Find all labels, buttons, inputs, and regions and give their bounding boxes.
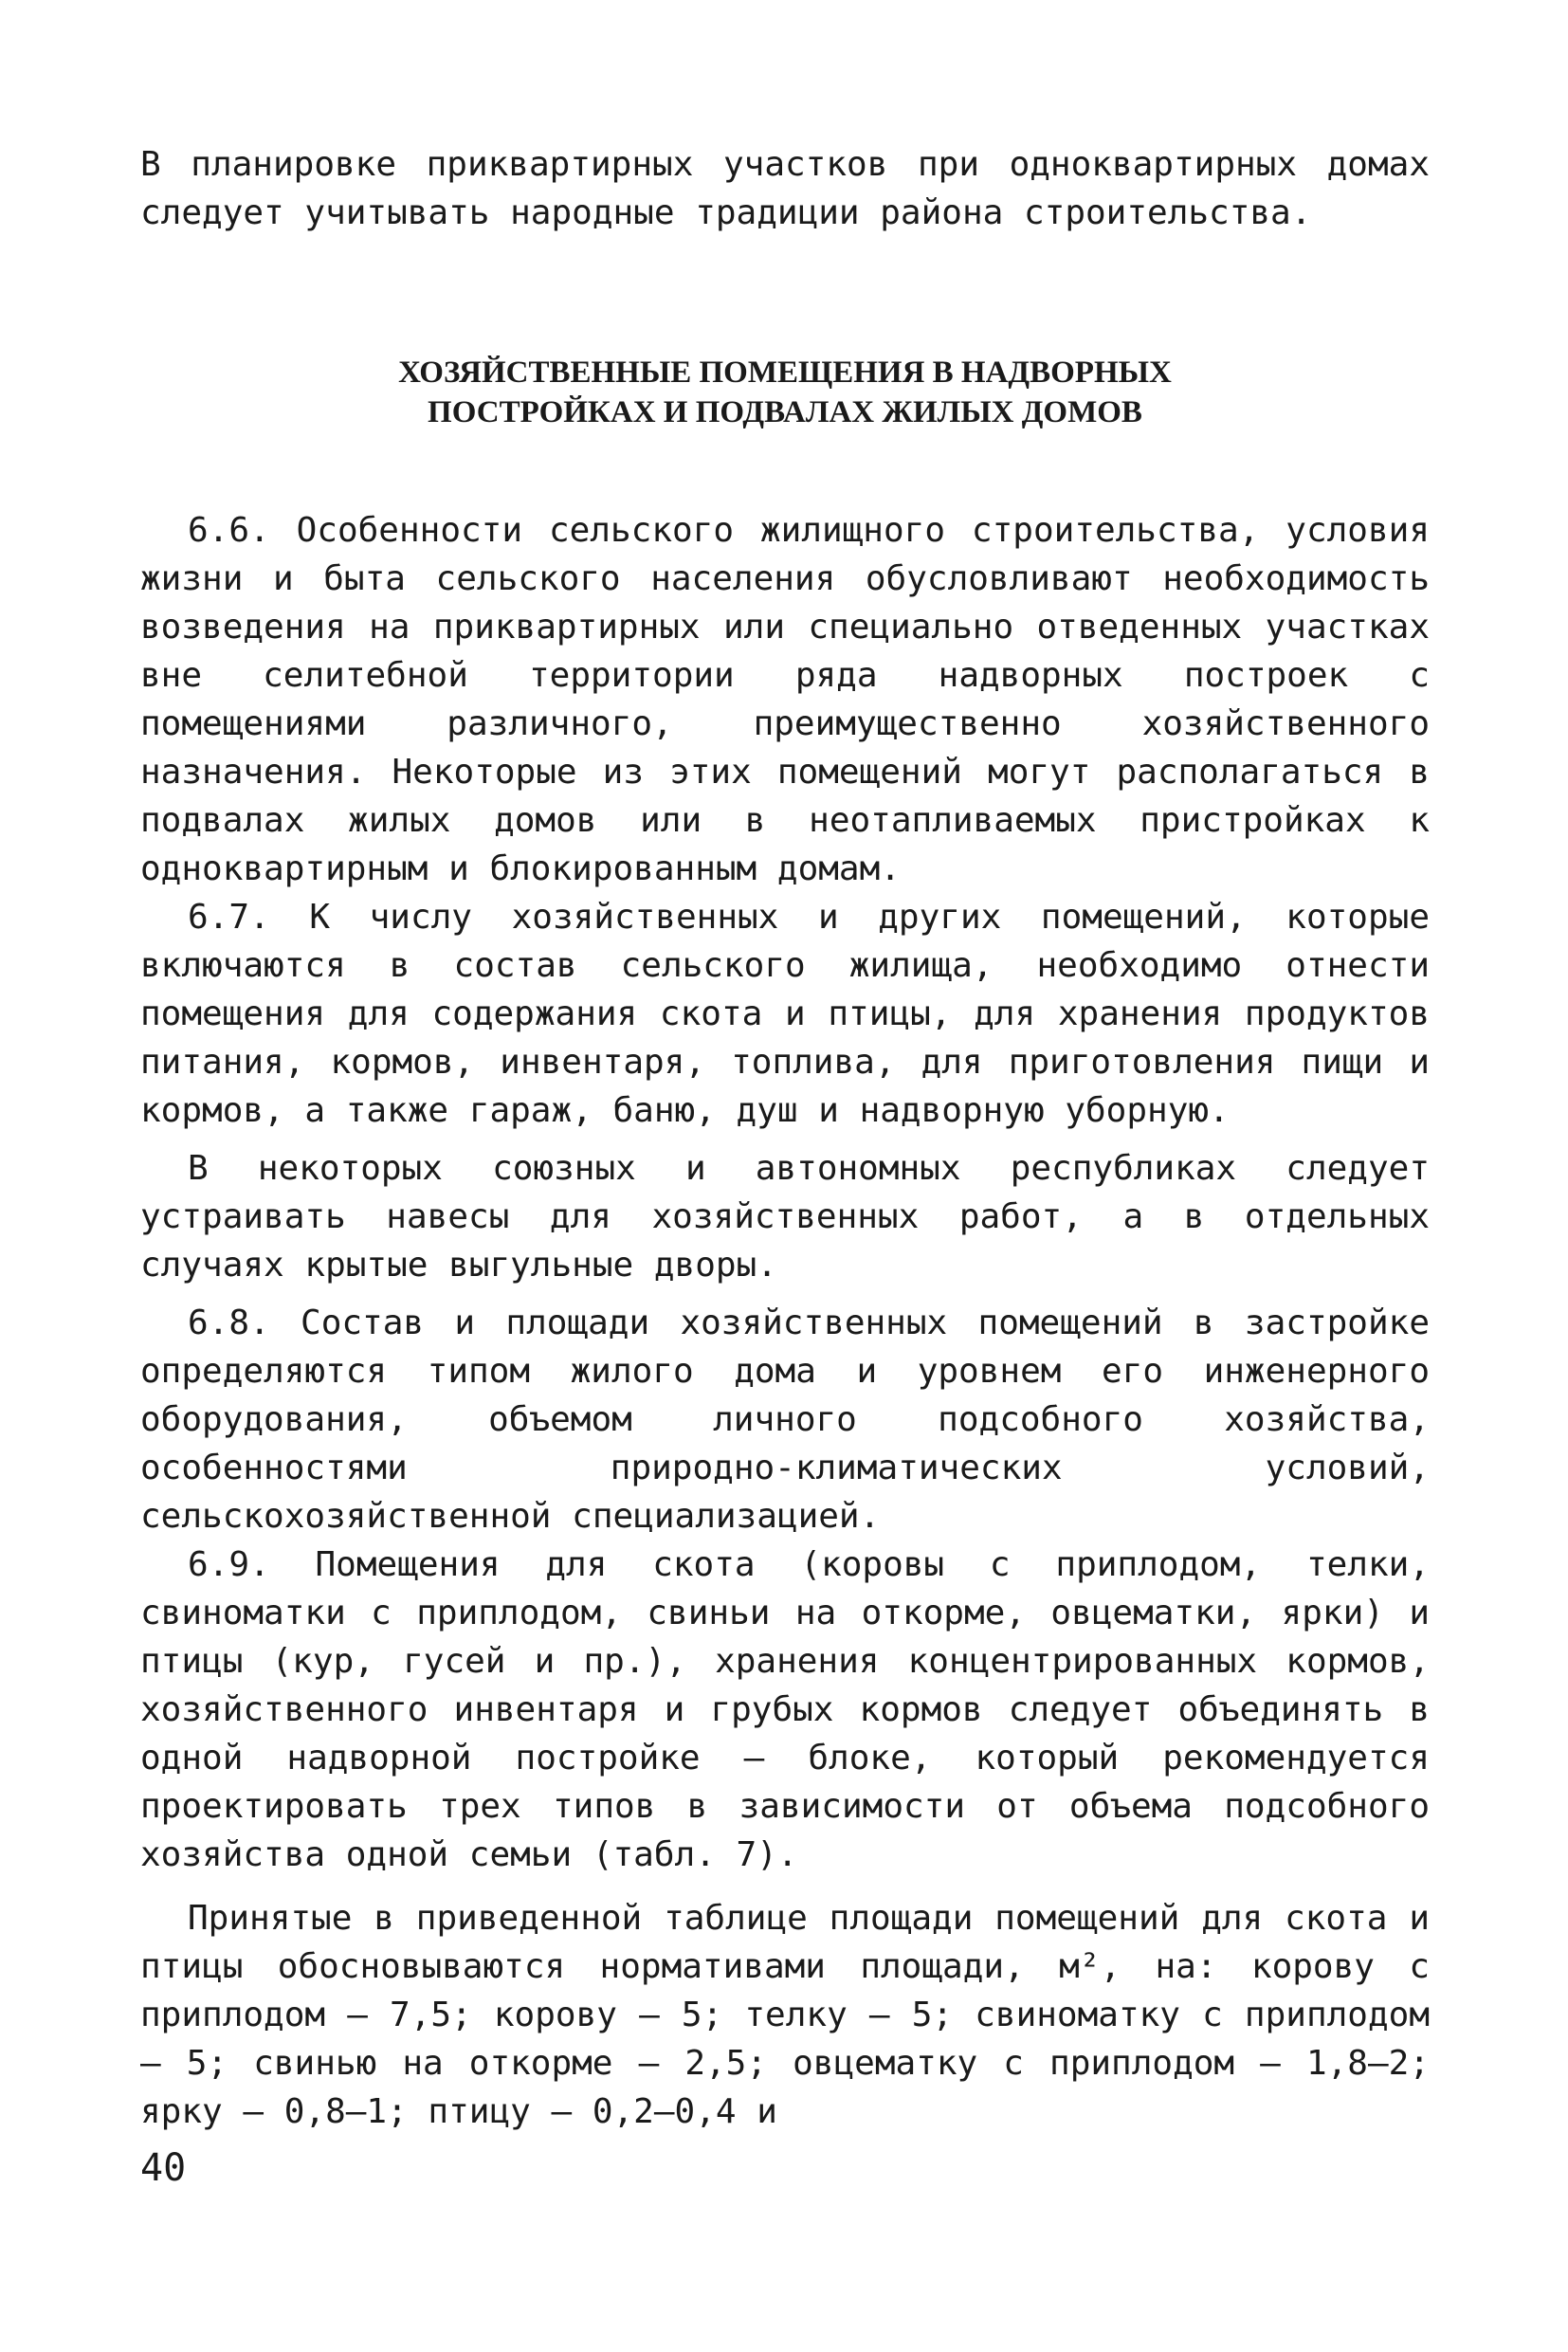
intro-paragraph: В планировке приквартирных участков при однoквартирных домах следует учитывать народные традиции района строительства. bbox=[140, 145, 1430, 232]
paragraph-6-8: 6.8. Состав и площади хозяйственных помещений в застройке определяются типом жилого дома и уровнем его инженерного оборудования, объемом личного подсобного хозяйства, особенностями природно-климатических условий, сельскохозяйственной специализацией. bbox=[140, 1304, 1430, 1536]
paragraph-republics: В некоторых союзных и автономных республиках следует устраивать навесы для хозяйственных работ, а в отдельных случаях крытые выгульные дворы. bbox=[140, 1149, 1430, 1285]
section-heading-line-1: ХОЗЯЙСТВЕННЫЕ ПОМЕЩЕНИЯ В НАДВОРНЫХ bbox=[398, 356, 1172, 390]
page-number: 40 bbox=[140, 2146, 187, 2190]
section-heading-line-2: ПОСТРОЙКАХ И ПОДВАЛАХ ЖИЛЫХ ДОМОВ bbox=[428, 395, 1142, 429]
section-heading bbox=[140, 353, 1430, 432]
paragraph-area-norms: Принятые в приведенной таблице площади помещений для скота и птицы обосновываются нормативами площади, м², на: корову с приплодом – 7,5; корову – 5; телку – 5; свиноматку с приплодом – 5; свинью на откорме – 2,5; овцематку с приплодом – 1,8–2; ярку – 0,8–1; птицу – 0,2–0,4 и bbox=[140, 1899, 1430, 2131]
paragraph-6-7: 6.7. К числу хозяйственных и других помещений, которые включаются в состав сельского жилища, необходимо отнести помещения для содержания скота и птицы, для хранения продуктов питания, кормов, инвентаря, топлива, для приготовления пищи и кормов, а также гараж, баню, душ и надворную уборную. bbox=[140, 898, 1430, 1130]
paragraph-6-6: 6.6. Особенности сельского жилищного строительства, условия жизни и быта сельского населения обусловливают необходимость возведения на приквартирных или специально отведенных участках вне селитебной территории ряда надворных построек с помещениями различного, преимущественно хозяйственного назначения. Некоторые из этих помещений могут располагаться в подвалах жилых домов или в неотапливаемых пристройках к одноквартирным и блокированным домам. bbox=[140, 511, 1430, 888]
paragraph-6-9: 6.9. Помещения для скота (коровы с приплодом, телки, свиноматки с приплодом, свиньи на откорме, овцематки, ярки) и птицы (кур, гусей и пр.), хранения концентрированных кормов, хозяйственного инвентаря и грубых кормов следует объединять в одной надворной постройке – блоке, который рекомендуется проектировать трех типов в зависимости от объема подсобного хозяйства одной семьи (табл. 7). bbox=[140, 1545, 1430, 1874]
body-text bbox=[140, 506, 1430, 2136]
